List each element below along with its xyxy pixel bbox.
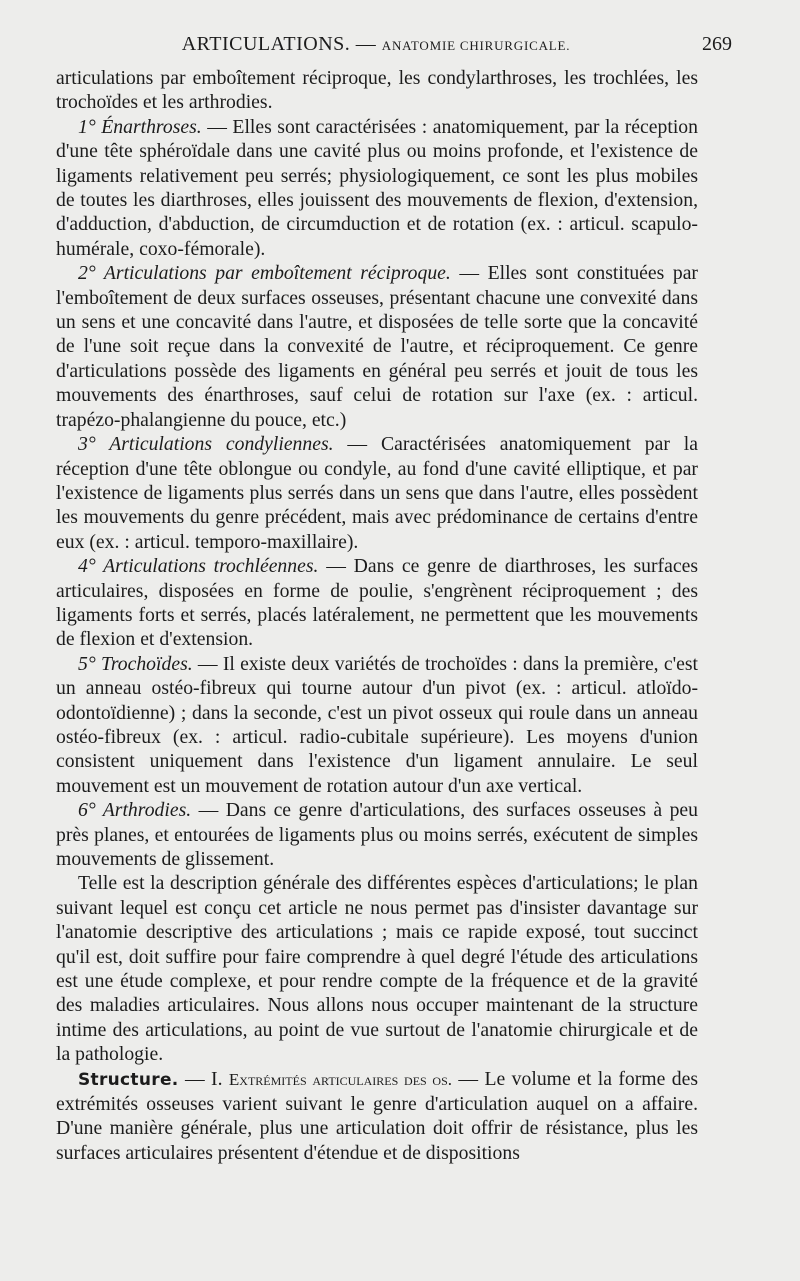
structure-section-title: Extrémités articulaires des os. (228, 1069, 453, 1089)
paragraph-lead: 3° Articulations condyliennes. (78, 433, 334, 456)
page-number: 269 (702, 33, 732, 55)
paragraph-text: — Elles sont constituées par l'emboîtement de deux surfaces osseuses, présentant chacune une convexité dans un sens et une concavité dans l'autre, et disposées de telle sorte que la concavité de l'une soit reçue dans la convexité de l'autre, et réciproquement. Ce genre d'articulations possède des ligaments en général peu serrés et jouit de tous les mouvements des énarthroses, sauf celui de rotation sur l'axe (ex. : articul. trapézo-phalangienne du pouce, etc.) (56, 262, 698, 431)
paragraph-text: articulations par emboîtement réciproque, les condylarthroses, les trochlées, les trochoïdes et les arthrodies. (56, 67, 698, 114)
structure-heading: Structure. (78, 1069, 179, 1090)
paragraph-lead: 1° Énarthroses. (78, 115, 202, 138)
paragraph-lead: 6° Arthrodies. (78, 799, 192, 822)
paragraph-lead: 4° Articulations trochléennes. (78, 555, 319, 578)
paragraph-trochoides (56, 652, 698, 798)
paragraph-enarthroses (56, 115, 698, 261)
paragraph-text: — Dans ce genre d'articulations, des surfaces osseuses à peu près planes, et entourées de ligaments plus ou moins serrés, exécutent de simples mouvements de glissement. (56, 799, 698, 870)
paragraph-summary (56, 871, 698, 1066)
paragraph-arthrodies (56, 798, 698, 871)
running-head (56, 33, 696, 56)
paragraph-lead: 5° Trochoïdes. (78, 652, 193, 675)
paragraph-text: — Caractérisées anatomiquement par la réception d'une tête oblongue ou condyle, au fond d'une cavité elliptique, et par l'existence de ligaments plus serrés dans un sens que dans l'autre, elles possèdent les mouvements du genre précédent, mais avec prédominance de certains d'entre eux (ex. : articul. temporo-maxillaire). (56, 433, 698, 553)
structure-text: — Le volume et la forme des extrémités osseuses varient suivant le genre d'articulation auquel on a affaire. D'une manière générale, plus une articulation doit offrir de résistance, plus les surfaces articulaires présentent d'étendue et de dispositions (56, 1067, 698, 1164)
paragraph-text: — Dans ce genre de diarthroses, les surfaces articulaires, disposées en forme de poulie, s'engrènent réciproquement ; des ligaments forts et serrés, placés latéralement, ne permettent que les mouvements de flexion et d'extension. (56, 555, 698, 651)
paragraph-lead: 2° Articulations par emboîtement réciproque. (78, 262, 451, 285)
paragraph-text: Telle est la description générale des différentes espèces d'articulations; le plan suivant lequel est conçu cet article ne nous permet pas d'insister davantage sur l'anatomie descriptive des articulations ; mais ce rapide exposé, tout succinct qu'il est, doit suffire pour faire comprendre à quel degré l'étude des articulations est une étude complexe, et pour rendre compte de la fréquence et de la gravité des maladies articulaires. Nous allons nous occuper maintenant de la structure intime des articulations, au point de vue surtout de l'anatomie chirurgicale et de la pathologie. (56, 872, 698, 1066)
paragraph-trochleennes (56, 554, 698, 652)
running-head-separator: — (355, 33, 377, 55)
paragraph (56, 66, 698, 115)
page-header (56, 33, 732, 63)
paragraph-emboitement (56, 261, 698, 432)
page-body (56, 66, 698, 1165)
paragraph-text: — Il existe deux variétés de trochoïdes : dans la première, c'est un anneau ostéo-fibreux qui tourne autour d'un pivot (ex. : articul. atloïdo-odontoïdienne) ; dans la seconde, c'est un pivot osseux qui roule dans un anneau ostéo-fibreux (ex. : articul. radio-cubitale supérieure). Les moyens d'union consistent uniquement dans l'existence d'un ligament annulaire. Le seul mouvement est un mouvement de rotation autour d'un axe vertical. (56, 652, 698, 797)
paragraph-condyliennes (56, 432, 698, 554)
running-head-title: ARTICULATIONS. (181, 33, 351, 55)
structure-dash: — I. (178, 1067, 229, 1090)
paragraph-structure (56, 1067, 698, 1166)
paragraph-text: — Elles sont caractérisées : anatomiquement, par la réception d'une tête sphéroïdale dans une cavité plus ou moins profonde, et l'existence de ligaments relativement peu serrés; physiologiquement, ce sont les plus mobiles de toutes les diarthroses, elles jouissent des mouvements de flexion, d'extension, d'adduction, d'abduction, de circumduction et de rotation (ex. : articul. scapulo-humérale, coxo-fémorale). (56, 115, 698, 260)
running-head-subtitle: ANATOMIE CHIRURGICALE. (381, 38, 571, 53)
